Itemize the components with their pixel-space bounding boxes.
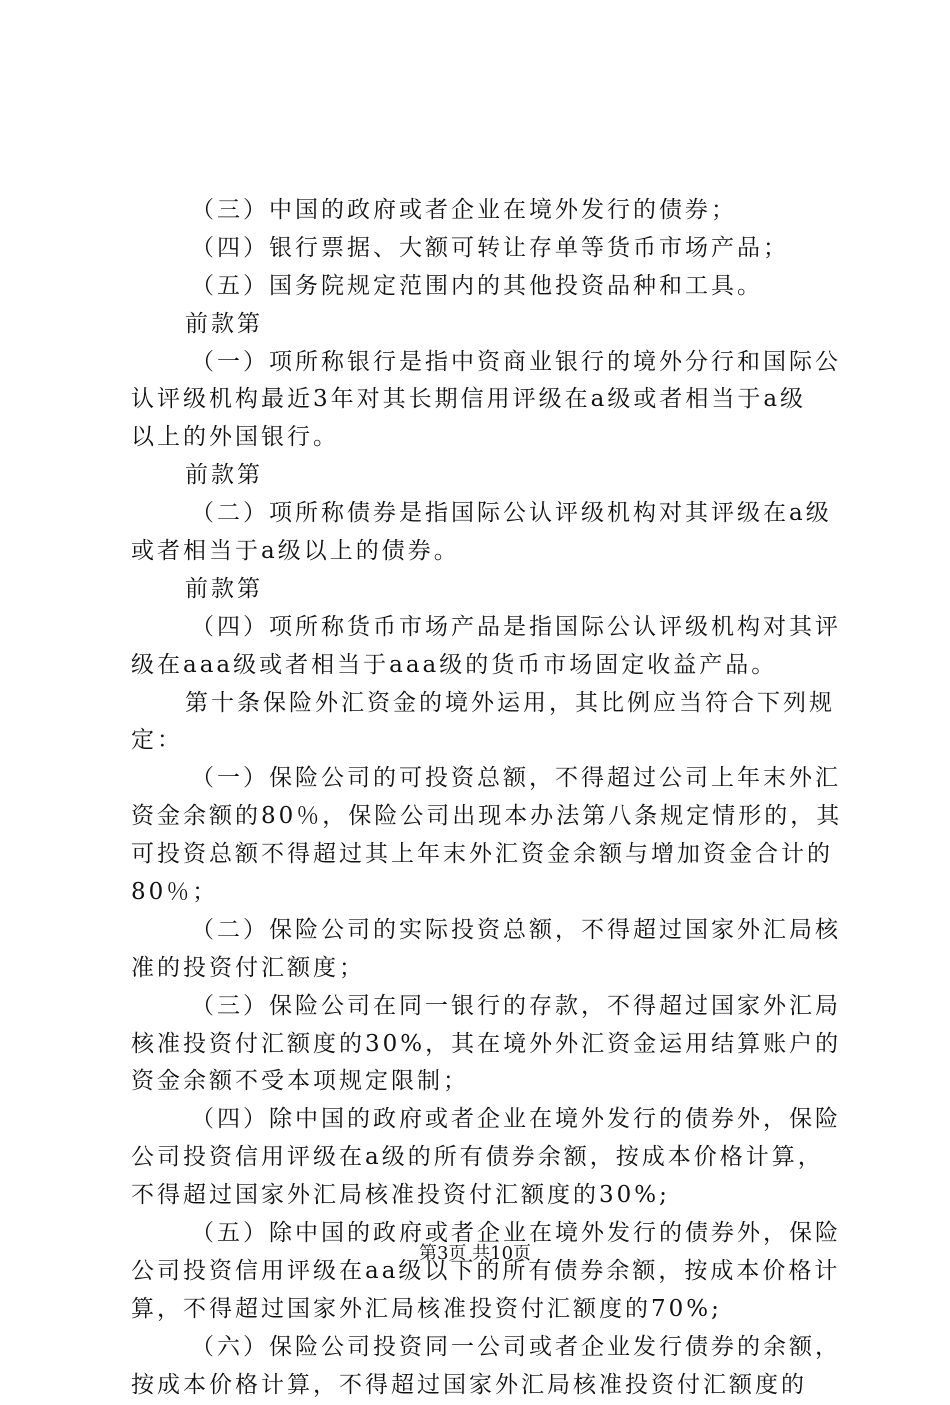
text-line: 或者相当于a级以上的债券。	[131, 538, 460, 565]
text-line: （二）保险公司的实际投资总额，不得超过国家外汇局核	[191, 916, 841, 943]
text-line: 算，不得超过国家外汇局核准投资付汇额度的70%;	[131, 1295, 722, 1322]
text-line: 公司投资信用评级在a级的所有债券余额，按成本价格计算，	[131, 1144, 824, 1171]
text-line: （四）银行票据、大额可转让存单等货币市场产品；	[191, 234, 789, 261]
text-line: （三）保险公司在同一银行的存款，不得超过国家外汇局	[191, 992, 841, 1019]
text-line: （三）中国的政府或者企业在境外发行的债券；	[191, 197, 737, 223]
text-line: 80％；	[131, 879, 219, 906]
text-line: 以上的外国银行。	[131, 424, 339, 451]
text-line: 不得超过国家外汇局核准投资付汇额度的30%;	[131, 1182, 670, 1209]
text-line: 认评级机构最近3年对其长期信用评级在a级或者相当于a级	[131, 386, 807, 413]
text-line: 资金余额不受本项规定限制；	[131, 1068, 469, 1095]
text-line: 前款第	[185, 462, 263, 489]
text-line: 按成本价格计算，不得超过国家外汇局核准投资付汇额度的	[131, 1371, 807, 1398]
text-line: 资金余额的80％，保险公司出现本办法第八条规定情形的，其	[131, 803, 843, 830]
text-line: 可投资总额不得超过其上年末外汇资金余额与增加资金合计的	[131, 841, 833, 868]
text-line: 定：	[131, 727, 183, 754]
text-line: （五）除中国的政府或者企业在境外发行的债券外，保险	[191, 1220, 841, 1247]
text-line: 公司投资信用评级在aa级以下的所有债券余额，按成本价格计	[131, 1257, 841, 1284]
text-line: （五）国务院规定范围内的其他投资品种和工具。	[191, 272, 763, 299]
text-line: （四）除中国的政府或者企业在境外发行的债券外，保险	[191, 1106, 841, 1133]
document-body	[131, 192, 843, 1405]
text-line: （二）项所称债券是指国际公认评级机构对其评级在a级	[191, 500, 832, 527]
text-line: （四）项所称货币市场产品是指国际公认评级机构对其评	[191, 613, 841, 640]
text-line: 核准投资付汇额度的30%，其在境外外汇资金运用结算账户的	[131, 1030, 842, 1057]
page-footer: 第3页 共10页	[418, 1243, 532, 1264]
text-line: （一）项所称银行是指中资商业银行的境外分行和国际公	[191, 348, 841, 375]
text-line: 前款第	[185, 310, 263, 337]
text-line: 前款第	[185, 575, 263, 602]
text-line: 第十条保险外汇资金的境外运用，其比例应当符合下列规	[185, 689, 835, 716]
text-line: 级在aaa级或者相当于aaa级的货币市场固定收益产品。	[131, 651, 778, 678]
text-line: （一）保险公司的可投资总额，不得超过公司上年末外汇	[191, 765, 841, 792]
text-line: 准的投资付汇额度；	[131, 954, 365, 981]
text-line: （六）保险公司投资同一公司或者企业发行债券的余额，	[191, 1333, 841, 1360]
